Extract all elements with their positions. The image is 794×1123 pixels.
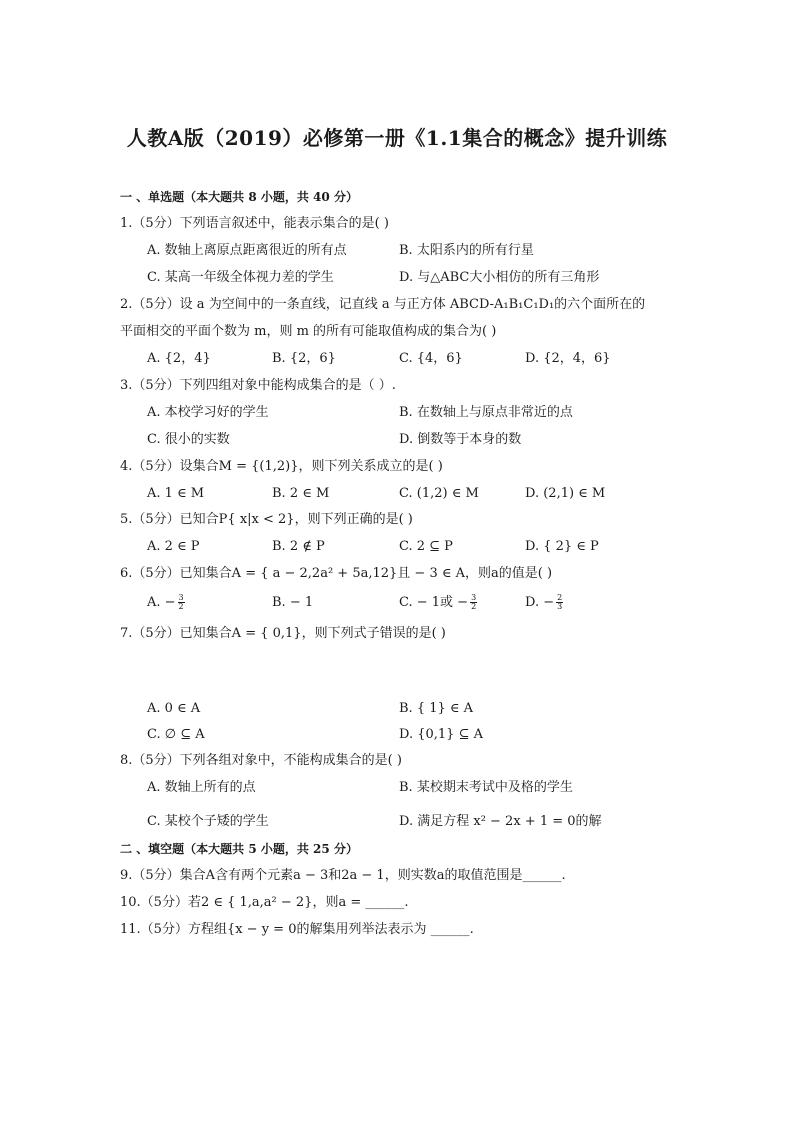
fraction: $\frac{3}{2}$ <box>471 593 477 611</box>
question-2-option-a: A. {2，4} <box>147 351 211 366</box>
question-4-option-c: C. (1,2) ∈ M <box>399 486 479 501</box>
question-1-option-b: B. 太阳系内的所有行星 <box>399 243 534 258</box>
question-4-stem: 4.（5分）设集合M = {(1,2)}，则下列关系成立的是( ) <box>120 459 443 474</box>
question-4-option-a: A. 1 ∈ M <box>147 486 205 501</box>
question-3-option-d: D. 倒数等于本身的数 <box>399 432 522 447</box>
question-6-stem: 6.（5分）已知集合A = { a − 2,2a² + 5a,12}且 − 3 ∈ A，则a的值是( ) <box>120 566 553 581</box>
question-1-option-a: A. 数轴上离原点距离很近的所有点 <box>147 243 347 258</box>
question-2-option-c: C. {4，6} <box>399 351 463 366</box>
question-11-stem: 11.（5分）方程组{x − y = 0的解集用列举法表示为 ______. <box>120 922 474 937</box>
question-9-stem: 9.（5分）集合A含有两个元素a − 3和2a − 1，则实数a的取值范围是______. <box>120 868 566 883</box>
question-5-option-a: A. 2 ∈ P <box>147 539 200 554</box>
fraction: $\frac{3}{2}$ <box>178 593 184 611</box>
question-5-option-c: C. 2 ⊆ P <box>399 539 453 554</box>
question-2-option-b: B. {2，6} <box>272 351 336 366</box>
question-6-option-a: A. − $\frac{3}{2}$ <box>147 593 184 611</box>
question-8-option-c: C. 某校个子矮的学生 <box>147 814 269 829</box>
question-7-option-c: C. ∅ ⊆ A <box>147 727 205 742</box>
question-4-option-d: D. (2,1) ∈ M <box>525 486 606 501</box>
question-8-option-b: B. 某校期末考试中及格的学生 <box>399 780 573 795</box>
question-8-option-a: A. 数轴上所有的点 <box>147 780 256 795</box>
question-5-option-b: B. 2 ∉ P <box>272 539 325 554</box>
question-6-option-b: B. − 1 <box>272 595 314 610</box>
question-5-stem: 5.（5分）已知合P{ x|x < 2}，则下列正确的是( ) <box>120 512 413 527</box>
question-2-stem-line-1: 2.（5分）设 a 为空间中的一条直线，记直线 a 与正方体 ABCD-A₁B₁C₁D₁的六个面所在的 <box>120 297 646 312</box>
section-header-single-choice: 一 、单选题（本大题共 8 小题，共 40 分） <box>120 190 358 204</box>
question-6-option-c: C. − 1或 − $\frac{3}{2}$ <box>399 593 477 611</box>
question-7-option-d: D. {0,1} ⊆ A <box>399 727 483 742</box>
question-7-stem: 7.（5分）已知集合A = { 0,1}，则下列式子错误的是( ) <box>120 626 446 641</box>
question-1-stem: 1.（5分）下列语言叙述中，能表示集合的是( ) <box>120 216 389 231</box>
question-6-option-d: D. − $\frac{2}{3}$ <box>525 593 563 611</box>
question-1-option-d: D. 与△ABC大小相仿的所有三角形 <box>399 270 600 285</box>
question-10-stem: 10.（5分）若2 ∈ { 1,a,a² − 2}，则a = ______. <box>120 895 409 910</box>
fraction: $\frac{2}{3}$ <box>557 593 563 611</box>
question-7-option-b: B. { 1} ∈ A <box>399 701 474 716</box>
question-8-option-d: D. 满足方程 x² − 2x + 1 = 0的解 <box>399 814 602 829</box>
question-8-stem: 8.（5分）下列各组对象中，不能构成集合的是( ) <box>120 753 402 768</box>
question-1-option-c: C. 某高一年级全体视力差的学生 <box>147 270 334 285</box>
question-3-stem: 3.（5分）下列四组对象中能构成集合的是（ ）. <box>120 378 396 393</box>
question-5-option-d: D. { 2} ∈ P <box>525 539 599 554</box>
question-3-option-c: C. 很小的实数 <box>147 432 230 447</box>
question-4-option-b: B. 2 ∈ M <box>272 486 330 501</box>
question-7-option-a: A. 0 ∈ A <box>147 701 201 716</box>
question-3-option-b: B. 在数轴上与原点非常近的点 <box>399 405 573 420</box>
section-header-fill-blank: 二 、填空题（本大题共 5 小题，共 25 分） <box>120 842 358 856</box>
page-title: 人教A版（2019）必修第一册《1.1集合的概念》提升训练 <box>126 126 668 150</box>
question-2-option-d: D. {2，4，6} <box>525 351 611 366</box>
question-3-option-a: A. 本校学习好的学生 <box>147 405 269 420</box>
question-2-stem-line-2: 平面相交的平面个数为 m，则 m 的所有可能取值构成的集合为( ) <box>120 324 497 339</box>
